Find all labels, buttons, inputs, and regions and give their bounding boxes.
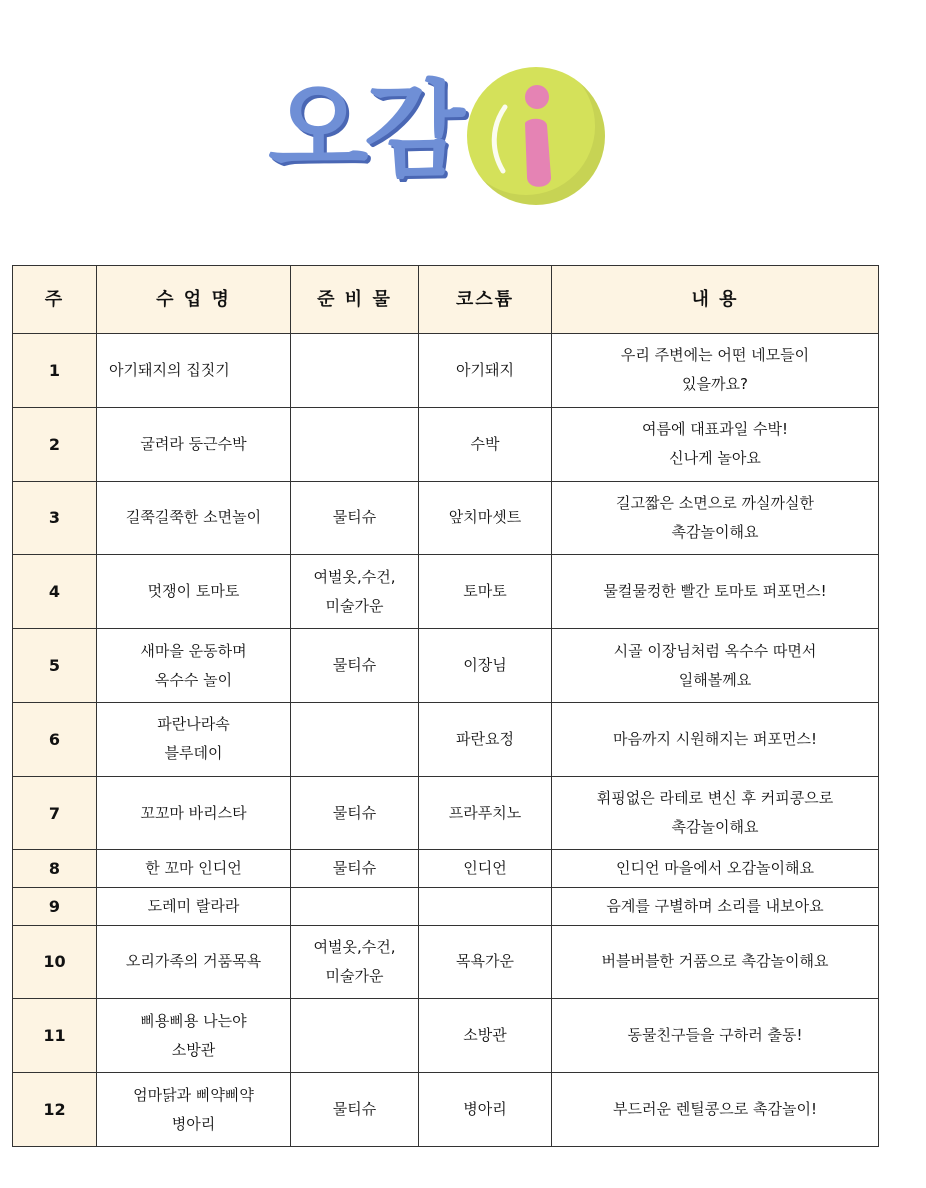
- class-name-cell: 새마을 운동하며 옥수수 놀이: [97, 629, 291, 703]
- week-cell: 1: [13, 334, 97, 408]
- content-cell: 마음까지 시원해지는 퍼포먼스!: [552, 702, 879, 776]
- week-cell: 9: [13, 887, 97, 925]
- costume-cell: 이장님: [419, 629, 552, 703]
- costume-cell: 소방관: [419, 999, 552, 1073]
- content-cell: 음계를 구별하며 소리를 내보아요: [552, 887, 879, 925]
- costume-cell: 병아리: [419, 1073, 552, 1147]
- table-row: [13, 334, 879, 408]
- table-row: [13, 407, 879, 481]
- header-class-name: 수 업 명: [97, 266, 291, 334]
- supplies-cell: 여벌옷,수건, 미술가운: [291, 555, 419, 629]
- table-row: [13, 702, 879, 776]
- class-name-cell: 도레미 랄라라: [97, 887, 291, 925]
- header-week: 주: [13, 266, 97, 334]
- content-cell: 휘핑없은 라테로 변신 후 커피콩으로 촉감놀이해요: [552, 776, 879, 850]
- costume-cell: 수박: [419, 407, 552, 481]
- supplies-cell: 물티슈: [291, 850, 419, 888]
- supplies-cell: [291, 999, 419, 1073]
- content-cell: 버블버블한 거품으로 촉감놀이해요: [552, 925, 879, 999]
- content-cell: 시골 이장님처럼 옥수수 따면서 일해볼께요: [552, 629, 879, 703]
- table-row: [13, 850, 879, 888]
- class-name-cell: 엄마닭과 삐약삐약 병아리: [97, 1073, 291, 1147]
- week-cell: 4: [13, 555, 97, 629]
- class-name-cell: 아기돼지의 집짓기: [97, 334, 291, 408]
- week-cell: 11: [13, 999, 97, 1073]
- table-row: [13, 1073, 879, 1147]
- header-supplies: 준 비 물: [291, 266, 419, 334]
- supplies-cell: 물티슈: [291, 1073, 419, 1147]
- supplies-cell: 물티슈: [291, 629, 419, 703]
- supplies-cell: [291, 702, 419, 776]
- logo-text: 오감: [268, 69, 461, 191]
- class-name-cell: 오리가족의 거품목욕: [97, 925, 291, 999]
- week-cell: 7: [13, 776, 97, 850]
- table-row: [13, 481, 879, 555]
- week-cell: 6: [13, 702, 97, 776]
- class-name-cell: 파란나라속 블루데이: [97, 702, 291, 776]
- curriculum-table: [12, 265, 879, 1147]
- table-row: [13, 776, 879, 850]
- week-cell: 5: [13, 629, 97, 703]
- supplies-cell: 물티슈: [291, 776, 419, 850]
- costume-cell: 목욕가운: [419, 925, 552, 999]
- costume-cell: 앞치마셋트: [419, 481, 552, 555]
- supplies-cell: 여벌옷,수건, 미술가운: [291, 925, 419, 999]
- content-cell: 우리 주변에는 어떤 네모들이 있을까요?: [552, 334, 879, 408]
- class-name-cell: 길쭉길쭉한 소면놀이: [97, 481, 291, 555]
- week-cell: 8: [13, 850, 97, 888]
- week-cell: 2: [13, 407, 97, 481]
- table-row: [13, 999, 879, 1073]
- content-cell: 길고짧은 소면으로 까실까실한 촉감놀이해요: [552, 481, 879, 555]
- supplies-cell: [291, 334, 419, 408]
- table-row: [13, 555, 879, 629]
- supplies-cell: [291, 887, 419, 925]
- week-cell: 12: [13, 1073, 97, 1147]
- content-cell: 여름에 대표과일 수박! 신나게 놀아요: [552, 407, 879, 481]
- table-row: [13, 629, 879, 703]
- logo: [262, 58, 612, 218]
- week-cell: 3: [13, 481, 97, 555]
- header-content: 내 용: [552, 266, 879, 334]
- table-row: [13, 887, 879, 925]
- content-cell: 인디언 마을에서 오감놀이해요: [552, 850, 879, 888]
- supplies-cell: [291, 407, 419, 481]
- costume-cell: 토마토: [419, 555, 552, 629]
- week-cell: 10: [13, 925, 97, 999]
- content-cell: 물컬물컹한 빨간 토마토 퍼포먼스!: [552, 555, 879, 629]
- supplies-cell: 물티슈: [291, 481, 419, 555]
- logo-letter: i: [467, 67, 468, 68]
- table-row: [13, 925, 879, 999]
- logo-i-ball: [467, 67, 605, 205]
- header-costume: 코스튬: [419, 266, 552, 334]
- content-cell: 부드러운 렌틸콩으로 촉감놀이!: [552, 1073, 879, 1147]
- class-name-cell: 굴려라 둥근수박: [97, 407, 291, 481]
- costume-cell: [419, 887, 552, 925]
- costume-cell: 프라푸치노: [419, 776, 552, 850]
- content-cell: 동물친구들을 구하러 출동!: [552, 999, 879, 1073]
- costume-cell: 인디언: [419, 850, 552, 888]
- class-name-cell: 한 꼬마 인디언: [97, 850, 291, 888]
- costume-cell: 아기돼지: [419, 334, 552, 408]
- header-row: [13, 266, 879, 334]
- costume-cell: 파란요정: [419, 702, 552, 776]
- logo-i-icon: [467, 67, 605, 205]
- class-name-cell: 꼬꼬마 바리스타: [97, 776, 291, 850]
- class-name-cell: 멋쟁이 토마토: [97, 555, 291, 629]
- class-name-cell: 삐용삐용 나는야 소방관: [97, 999, 291, 1073]
